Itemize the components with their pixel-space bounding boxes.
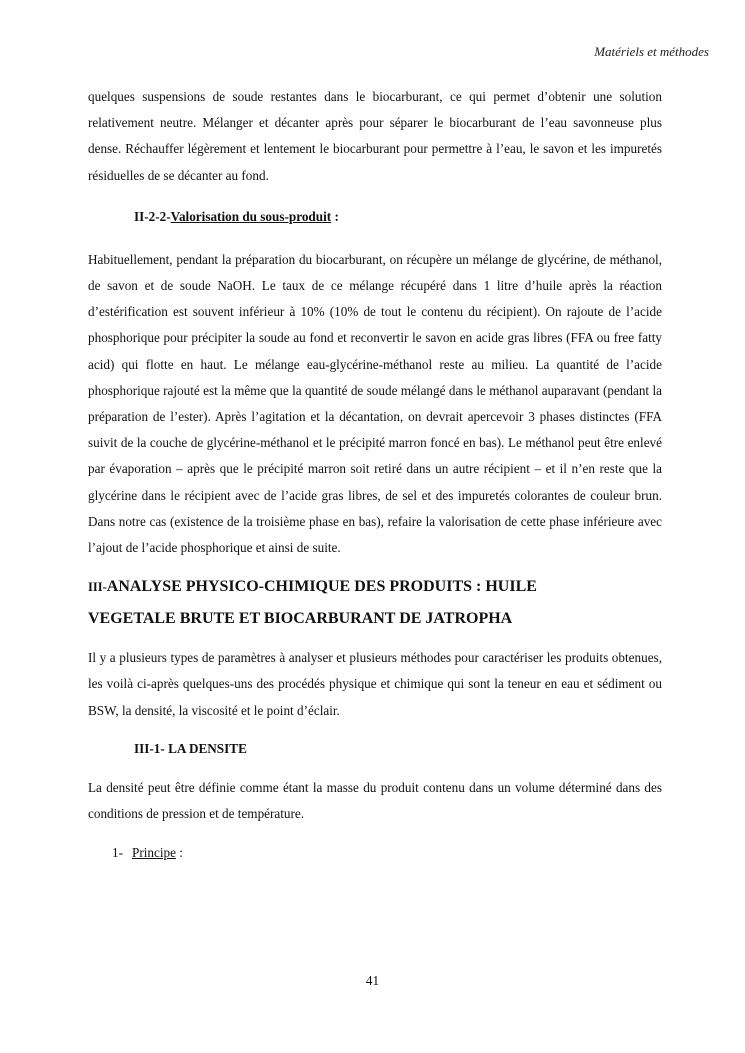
subsection-colon: :	[331, 208, 339, 224]
page-number: 41	[365, 973, 380, 988]
list-item-principe	[112, 843, 662, 863]
section-number: III-	[88, 580, 107, 595]
subsection-heading-densite: III-1- LA DENSITE	[134, 740, 247, 756]
list-number: 1-	[112, 845, 123, 861]
section-title-line1: ANALYSE PHYSICO-CHIMIQUE DES PRODUITS : HUILE	[106, 578, 537, 596]
list-colon: :	[175, 845, 183, 861]
section-title-line2: VEGETALE BRUTE ET BIOCARBURANT DE JATROPHA	[88, 610, 513, 628]
subsection-title: Valorisation du sous-produit	[170, 208, 332, 224]
paragraph-densite-definition: La densité peut être définie comme étant la masse du produit contenu dans un volume déterminé dans des conditions de pression et de température.	[88, 779, 662, 822]
paragraph-neutralisation: quelques suspensions de soude restantes dans le biocarburant, ce qui permet d’obtenir une solution relativement neutre. Mélanger et décanter après pour séparer le biocarburant de l’eau savonneuse plus dense. Réchauffer légèrement et lentement le biocarburant pour permettre à l’eau, le savon et les impuretés résiduelles de se décanter au fond.	[88, 89, 662, 183]
running-header: Matériels et méthodes	[594, 44, 709, 59]
paragraph-parametres: Il y a plusieurs types de paramètres à analyser et plusieurs méthodes pour caractériser les produits obtenues, les voilà ci-après quelques-uns des procédés physique et chimique qui sont la teneur en eau et sédiment ou BSW, la densité, la viscosité et le point d’éclair.	[88, 650, 662, 718]
subsection-heading-valorisation	[134, 207, 662, 227]
paragraph-valorisation: Habituellement, pendant la préparation du biocarburant, on récupère un mélange de glycérine, de méthanol, de savon et de soude NaOH. Le taux de ce mélange récupéré dans 1 litre d’huile après la réaction d’estérification est souvent inférieur à 10% (10% de tout le contenu du récipient). On rajoute de l’acide phosphorique pour précipiter la soude au fond et reconvertir le savon en acide gras libres (FFA ou free fatty acid) qui flotte en haut. Le mélange eau-glycérine-méthanol reste au milieu. La quantité de l’acide phosphorique rajouté est la même que la quantité de soude mélangé dans le méthanol auparavant (pendant la préparation de l’ester). Après l’agitation et la décantation, on devrait apercevoir 3 phases distinctes (FFA suivit de la couche de glycérine-méthanol et le précipité marron foncé en bas). Le méthanol peut être enlevé par évaporation – après que le précipité marron soit retiré dans un autre récipient – et il n’en reste que la glycérine dans le récipient avec de l’acide gras libres, de sel et des impuretés colorantes de couleur brun. Dans notre cas (existence de la troisième phase en bas), refaire la valorisation de cette phase inférieure avec l’ajout de l’acide phosphorique et ainsi de suite.	[88, 251, 662, 556]
page-body	[88, 84, 662, 863]
section-heading-analyse	[88, 571, 662, 635]
subsection-number: II-2-2-	[134, 208, 171, 224]
list-label: Principe	[132, 845, 176, 861]
